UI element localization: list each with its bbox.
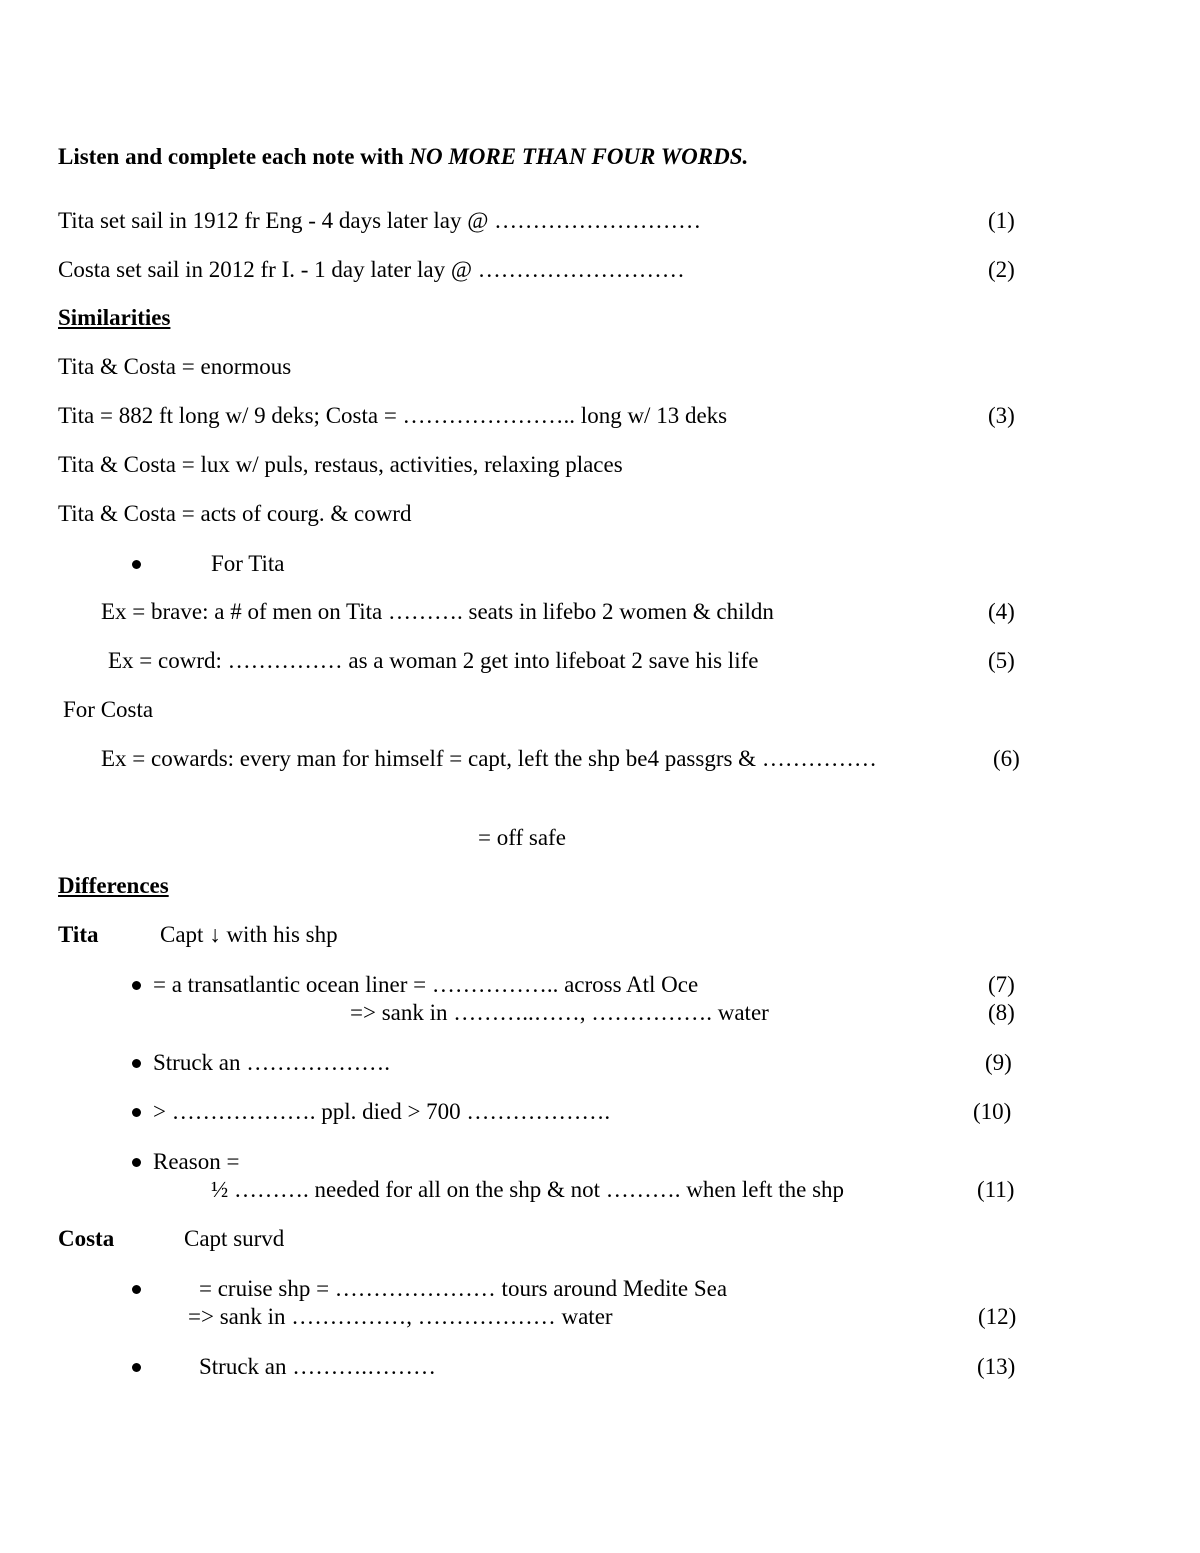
- bullet: [132, 1108, 141, 1117]
- bullet: [132, 1285, 141, 1294]
- note-line-12: => sank in ……………, ……………… water: [188, 1304, 613, 1329]
- note-line-13: Struck an ……….………: [199, 1354, 437, 1379]
- question-number-1: (1): [988, 208, 1015, 233]
- note-line-luxury: Tita & Costa = lux w/ puls, restaus, activities, relaxing places: [58, 452, 623, 477]
- question-number-6: (6): [993, 746, 1020, 771]
- note-line-enormous: Tita & Costa = enormous: [58, 354, 292, 379]
- question-number-3: (3): [988, 403, 1015, 428]
- bullet: [132, 1158, 141, 1167]
- costa-capt: Capt survd: [184, 1226, 285, 1251]
- question-number-2: (2): [988, 257, 1015, 282]
- for-tita-label: For Tita: [211, 551, 285, 576]
- question-number-11: (11): [977, 1177, 1015, 1202]
- question-number-7: (7): [988, 972, 1015, 997]
- note-line-2: Costa set sail in 2012 fr I. - 1 day later lay @ ………………………: [58, 257, 685, 282]
- tita-label: Tita: [58, 922, 99, 947]
- note-line-9: Struck an ……………….: [153, 1050, 391, 1075]
- note-line-5: Ex = cowrd: …………… as a woman 2 get into lifeboat 2 save his life: [108, 648, 759, 673]
- note-line-11: ½ ………. needed for all on the shp & not ………. when left the shp: [211, 1177, 845, 1202]
- note-line-7: = a transatlantic ocean liner = …………….. across Atl Oce: [153, 972, 699, 997]
- note-line-4: Ex = brave: a # of men on Tita ………. seats in lifebo 2 women & childn: [101, 599, 774, 624]
- question-number-9: (9): [985, 1050, 1012, 1075]
- question-number-8: (8): [988, 1000, 1015, 1025]
- differences-heading: Differences: [58, 873, 169, 898]
- tita-capt: Capt ↓ with his shp: [160, 922, 338, 947]
- bullet: [132, 1363, 141, 1372]
- instruction-emphasis: NO MORE THAN FOUR WORDS.: [409, 144, 749, 169]
- note-line-courage: Tita & Costa = acts of courg. & cowrd: [58, 501, 412, 526]
- question-number-12: (12): [978, 1304, 1017, 1329]
- instruction-text: Listen and complete each note with: [58, 144, 410, 169]
- instruction: [58, 143, 748, 171]
- costa-label: Costa: [58, 1226, 115, 1251]
- bullet: [132, 1059, 141, 1068]
- for-costa-label: For Costa: [63, 697, 154, 722]
- bullet: [132, 560, 141, 569]
- question-number-10: (10): [973, 1099, 1012, 1124]
- note-line-6: Ex = cowards: every man for himself = capt, left the shp be4 passgrs & ……………: [101, 746, 877, 771]
- similarities-heading: Similarities: [58, 305, 171, 330]
- note-line-3: Tita = 882 ft long w/ 9 deks; Costa = ………………….. long w/ 13 deks: [58, 403, 728, 428]
- note-line-8: => sank in ………..……, ……………. water: [350, 1000, 769, 1025]
- question-number-13: (13): [977, 1354, 1016, 1379]
- question-number-4: (4): [988, 599, 1015, 624]
- note-line-reason: Reason =: [153, 1149, 240, 1174]
- note-line-1: Tita set sail in 1912 fr Eng - 4 days later lay @ ………………………: [58, 208, 702, 233]
- note-line-cruise: = cruise shp = ………………… tours around Medite Sea: [199, 1276, 728, 1301]
- note-line-10: > ………………. ppl. died > 700 ……………….: [153, 1099, 611, 1124]
- question-number-5: (5): [988, 648, 1015, 673]
- bullet: [132, 981, 141, 990]
- note-line-off-safe: = off safe: [478, 825, 566, 850]
